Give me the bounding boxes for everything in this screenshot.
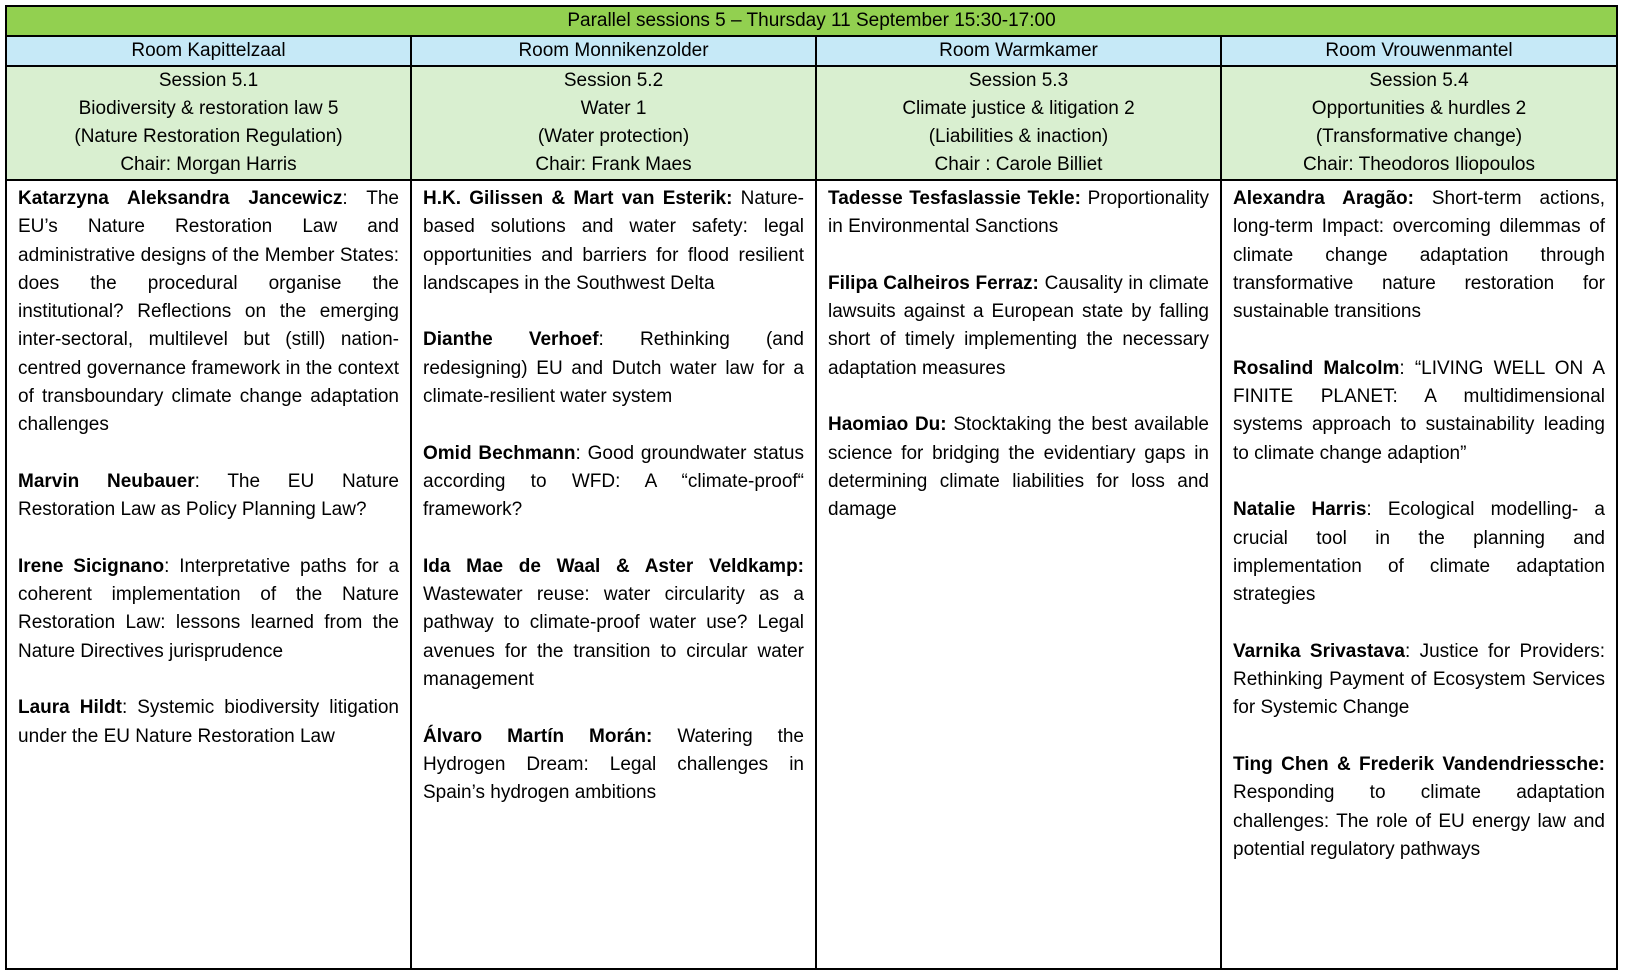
room-header: Room Vrouwenmantel — [1325, 40, 1513, 61]
talk-entry — [423, 326, 804, 411]
talk-title: Nature-based solutions and water safety: legal opportunities and barriers for flood resilient landscapes in the Southwest Delta — [423, 188, 805, 294]
talk-entry — [18, 553, 399, 666]
talk-speaker: Álvaro Martín Morán: — [423, 725, 653, 747]
talk-title: The EU Nature Restoration Law as Policy Planning Law? — [18, 470, 399, 521]
talk-title: Justice for Providers: Rethinking Payment of Ecosystem Services for Systemic Change — [1233, 640, 1605, 719]
talk-separator: : — [164, 555, 180, 577]
talk-speaker: Laura Hildt — [18, 697, 122, 719]
talk-separator — [1081, 188, 1088, 209]
session-subtheme: (Liabilities & inaction) — [928, 126, 1109, 147]
talk-entry — [18, 468, 399, 525]
talk-entry — [828, 185, 1209, 242]
talk-title: Short-term actions, long-term Impact: overcoming dilemmas of climate change adaptation through transformative nature restoration for sustainable transitions — [1233, 188, 1605, 323]
talk-entry — [1233, 185, 1605, 326]
talks-cell — [412, 181, 817, 968]
talk-entry — [423, 440, 804, 525]
talk-title: Stocktaking the best available science for bridging the evidentiary gaps in determining climate liabilities for loss and damage — [828, 414, 1209, 521]
talk-title: Responding to climate adaptation challenges: The role of EU energy law and potential regulatory pathways — [1233, 782, 1605, 860]
rooms-row — [7, 37, 1616, 67]
talk-title: Interpretative paths for a coherent implementation of the Nature Restoration Law: lessons learned from the Nature Directives jurisprudence — [18, 555, 400, 662]
session-header — [7, 67, 412, 179]
talk-title: The EU’s Nature Restoration Law and administrative designs of the Member States: does the procedural organise the institutional? Reflections on the emerging inter-sectoral, multilevel but (still) nation-centred governance framework in the context of transboundary climate change adaptation challenges — [18, 188, 399, 436]
session-header — [1222, 67, 1616, 179]
talk-entry — [18, 185, 399, 440]
talk-title: Proportionality in Environmental Sanctions — [828, 188, 1210, 238]
session-number: Session 5.3 — [968, 70, 1069, 91]
session-number: Session 5.1 — [158, 70, 259, 91]
talk-separator — [1414, 188, 1432, 209]
talk-title: Good groundwater status according to WFD: A “climate-proof“ framework? — [423, 442, 804, 521]
session-header — [412, 67, 817, 179]
talk-entry — [423, 185, 804, 298]
talk-separator: : — [1399, 357, 1415, 379]
talk-title: Causality in climate lawsuits against a European state by falling short of timely implementing the necessary adaptation measures — [828, 272, 1210, 379]
talk-entry — [423, 723, 804, 808]
room-header: Room Monnikenzolder — [412, 37, 817, 65]
room-header: Room Kapittelzaal — [7, 37, 412, 65]
talk-separator: : — [598, 329, 641, 351]
talk-title: “LIVING WELL ON A FINITE PLANET: A multidimensional systems approach to sustainability leading to climate change adaption” — [1233, 357, 1606, 464]
talks-cell — [817, 181, 1222, 968]
talk-speaker: Irene Sicignano — [18, 555, 165, 577]
session-theme: Climate justice & litigation 2 — [902, 98, 1135, 119]
talk-speaker: H.K. Gilissen & Mart van Esterik: — [423, 188, 733, 209]
talk-speaker: Natalie Harris — [1233, 499, 1367, 521]
talk-separator — [732, 188, 740, 209]
talk-speaker: Dianthe Verhoef — [423, 329, 599, 351]
talk-title: Systemic biodiversity litigation under the EU Nature Restoration Law — [18, 697, 399, 747]
session-header — [817, 67, 1222, 179]
session-theme: Biodiversity & restoration law 5 — [78, 98, 339, 119]
schedule-table — [5, 5, 1618, 970]
talk-speaker: Katarzyna Aleksandra Jancewicz — [18, 188, 343, 209]
session-chair: Chair : Carole Billiet — [934, 154, 1103, 175]
talk-entry — [1233, 751, 1605, 864]
talk-separator: : — [1366, 499, 1388, 521]
talk-title: Watering the Hydrogen Dream: Legal challenges in Spain’s hydrogen ambitions — [423, 725, 804, 804]
talk-speaker: Ida Mae de Waal & Aster Veldkamp: — [423, 555, 804, 577]
talk-speaker: Tadesse Tesfaslassie Tekle: — [828, 188, 1081, 209]
session-theme: Water 1 — [580, 98, 647, 119]
talk-title: Wastewater reuse: water circularity as a pathway to climate-proof water use? Legal avenues for the transition to circular water management — [423, 584, 804, 691]
talk-separator: : — [342, 188, 367, 209]
session-number: Session 5.2 — [563, 70, 664, 91]
talk-speaker: Ting Chen & Frederik Vandendriessche: — [1233, 753, 1605, 775]
talk-entry — [1233, 638, 1605, 723]
room-header: Room Warmkamer — [817, 37, 1222, 65]
talk-title: Ecological modelling- a crucial tool in the planning and implementation of climate adaptation strategies — [1233, 499, 1605, 606]
talk-speaker: Filipa Calheiros Ferraz: — [828, 272, 1039, 294]
talk-speaker: Varnika Srivastava — [1233, 640, 1405, 662]
talk-entry — [828, 270, 1209, 383]
talks-cell — [7, 181, 412, 968]
talk-speaker: Haomiao Du: — [828, 414, 947, 436]
talk-speaker: Alexandra Aragão: — [1233, 188, 1414, 209]
talk-separator: : — [575, 442, 588, 464]
talk-separator — [652, 726, 677, 747]
session-subtheme: (Nature Restoration Regulation) — [74, 126, 343, 147]
talk-separator: : — [1404, 640, 1420, 662]
session-theme: Opportunities & hurdles 2 — [1311, 98, 1527, 119]
session-chair: Chair: Morgan Harris — [120, 154, 297, 175]
talk-entry — [423, 553, 804, 694]
talk-entry — [18, 694, 399, 751]
session-number: Session 5.4 — [1369, 70, 1469, 91]
session-subtheme: (Transformative change) — [1315, 126, 1523, 147]
talk-speaker: Omid Bechmann — [423, 442, 576, 464]
talk-separator: : — [194, 470, 228, 492]
talk-entry — [1233, 496, 1605, 609]
talk-speaker: Marvin Neubauer — [18, 470, 195, 492]
talk-entry — [1233, 355, 1605, 468]
talk-speaker: Rosalind Malcolm — [1233, 357, 1400, 379]
talk-title: Rethinking (and redesigning) EU and Dutch water law for a climate-resilient water system — [423, 329, 804, 408]
session-chair: Chair: Frank Maes — [535, 154, 692, 175]
talks-row — [7, 181, 1616, 968]
talk-separator: : — [121, 697, 138, 719]
sessions-row — [7, 67, 1616, 181]
talk-entry — [828, 411, 1209, 524]
schedule-title: Parallel sessions 5 – Thursday 11 September 15:30-17:00 — [7, 7, 1616, 37]
talks-cell — [1222, 181, 1616, 968]
session-chair: Chair: Theodoros Iliopoulos — [1302, 154, 1535, 175]
session-subtheme: (Water protection) — [537, 126, 690, 147]
